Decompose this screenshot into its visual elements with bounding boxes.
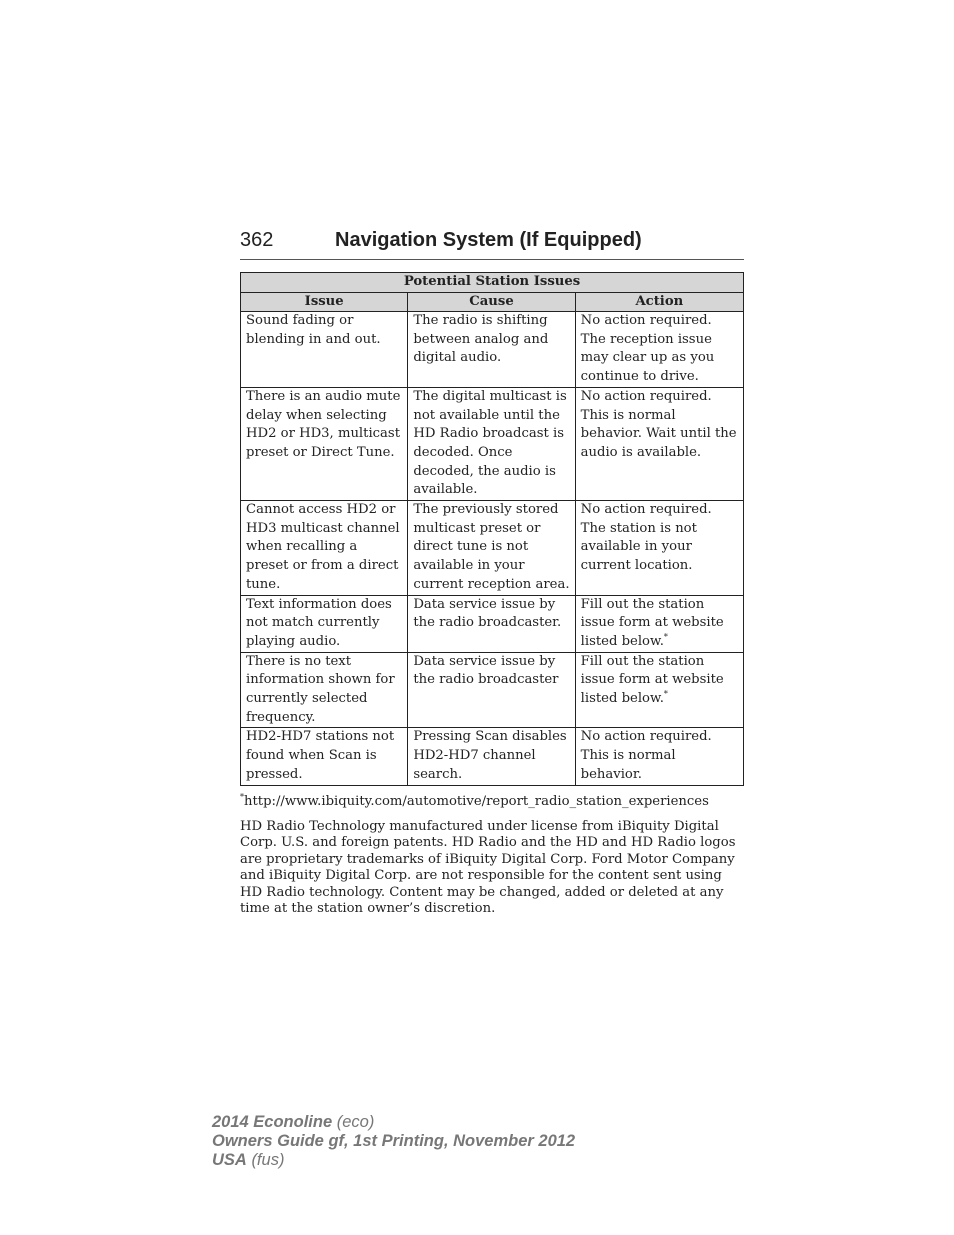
issue-cell: There is an audio mute delay when selecting HD2 or HD3, multicast preset or Direct Tune. — [241, 387, 408, 500]
action-text: Fill out the station issue form at website listed below. — [580, 596, 724, 649]
action-text: No action required. This is normal behavior. Wait until the audio is available. — [580, 388, 737, 460]
action-cell — [575, 312, 743, 388]
cause-cell: Data service issue by the radio broadcaster. — [408, 595, 575, 652]
table-row — [241, 501, 744, 596]
column-header-action: Action — [575, 292, 743, 312]
action-cell — [575, 387, 743, 500]
action-cell — [575, 501, 743, 596]
table-row — [241, 652, 744, 728]
footnote-marker: * — [240, 792, 244, 802]
cause-cell: The digital multicast is not available until the HD Radio broadcast is decoded. Once decoded, the audio is available. — [408, 387, 575, 500]
license-paragraph: HD Radio Technology manufactured under license from iBiquity Digital Corp. U.S. and foreign patents. HD Radio and the HD and HD Radio logos are proprietary trademarks of iBiquity Digital Corp. Ford Motor Company and iBiquity Digital Corp. are not responsible for the content sent using HD Radio technology. Content may be changed, added or deleted at any time at the station owner’s discretion. — [240, 819, 736, 917]
footnote-marker: * — [663, 632, 668, 642]
page-footer — [212, 1113, 575, 1170]
table-row — [241, 728, 744, 785]
footnote-url: http://www.ibiquity.com/automotive/report_radio_station_experiences — [244, 794, 709, 809]
table-row — [241, 595, 744, 652]
column-header-issue: Issue — [241, 292, 408, 312]
cause-cell: The previously stored multicast preset or direct tune is not available in your current reception area. — [408, 501, 575, 596]
table-row — [241, 387, 744, 500]
footer-market-code: (fus) — [251, 1151, 285, 1169]
table-header-row — [241, 292, 744, 312]
footer-printing: Owners Guide gf, 1st Printing, November 2012 — [212, 1132, 576, 1150]
issue-cell: Text information does not match currently playing audio. — [241, 595, 408, 652]
potential-station-issues-table — [240, 272, 744, 786]
section-title: Navigation System (If Equipped) — [335, 229, 642, 251]
issue-cell: Sound fading or blending in and out. — [241, 312, 408, 388]
column-header-cause: Cause — [408, 292, 575, 312]
action-cell — [575, 652, 743, 728]
cause-cell: The radio is shifting between analog and digital audio. — [408, 312, 575, 388]
footer-market: USA — [212, 1151, 247, 1169]
issue-cell: Cannot access HD2 or HD3 multicast channel when recalling a preset or from a direct tune. — [241, 501, 408, 596]
footnote — [240, 794, 709, 809]
page-number: 362 — [240, 229, 274, 251]
table-title: Potential Station Issues — [241, 273, 744, 293]
footer-line-2 — [212, 1132, 575, 1151]
cause-cell: Pressing Scan disables HD2-HD7 channel search. — [408, 728, 575, 785]
action-text: No action required. The reception issue may clear up as you continue to drive. — [580, 313, 715, 385]
footer-line-3 — [212, 1151, 575, 1170]
action-text: Fill out the station issue form at website listed below. — [580, 653, 724, 707]
footer-model-code: (eco) — [336, 1113, 375, 1131]
cause-cell: Data service issue by the radio broadcaster — [408, 652, 575, 728]
footnote-marker: * — [663, 689, 668, 699]
action-cell — [575, 728, 743, 785]
table-row — [241, 312, 744, 388]
action-text: No action required. This is normal behavior. — [580, 729, 712, 782]
footer-model: 2014 Econoline — [212, 1113, 333, 1131]
page-header — [240, 229, 744, 260]
footer-line-1 — [212, 1113, 575, 1132]
action-cell — [575, 595, 743, 652]
table-title-row — [241, 273, 744, 293]
issue-cell: HD2-HD7 stations not found when Scan is pressed. — [241, 728, 408, 785]
issue-cell: There is no text information shown for currently selected frequency. — [241, 652, 408, 728]
action-text: No action required. The station is not available in your current location. — [580, 502, 712, 574]
